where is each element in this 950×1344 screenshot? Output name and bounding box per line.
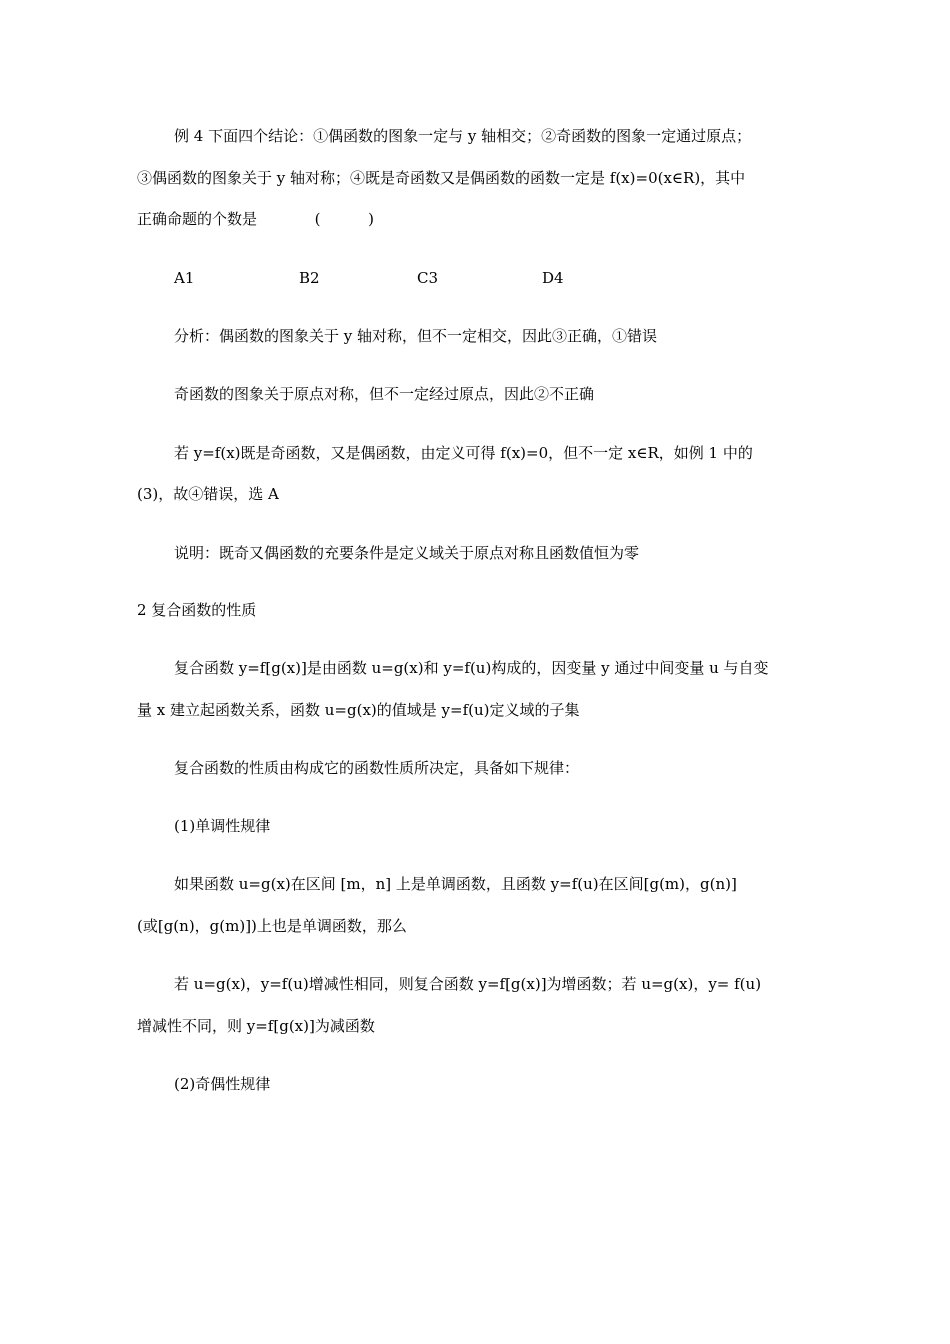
analysis-p3-line2: (3)，故④错误，选 A bbox=[137, 485, 279, 503]
analysis-note: 说明：既奇又偶函数的充要条件是定义域关于原点对称且函数值恒为零 bbox=[174, 544, 640, 562]
subheading-monotonicity: (1)单调性规律 bbox=[174, 817, 271, 835]
option-a: A1 bbox=[174, 269, 195, 287]
section2-p2: 复合函数的性质由构成它的函数性质所决定，具备如下规律： bbox=[174, 759, 580, 777]
section2-p1-line1: 复合函数 y=f[g(x)]是由函数 u=g(x)和 y=f(u)构成的，因变量 y 通过中间变量 u 与自变 bbox=[174, 659, 769, 677]
section2-p4-line2: 增减性不同，则 y=f[g(x)]为减函数 bbox=[137, 1017, 375, 1035]
example4-line2: ③偶函数的图象关于 y 轴对称；④既是奇函数又是偶函数的函数一定是 f(x)=0(x∈R)，其中 bbox=[137, 169, 746, 187]
analysis-p1: 分析：偶函数的图象关于 y 轴对称，但不一定相交，因此③正确，①错误 bbox=[174, 327, 658, 345]
section2-heading: 2 复合函数的性质 bbox=[137, 601, 257, 619]
example4-question: 正确命题的个数是 bbox=[137, 210, 258, 228]
section2-p3-line1: 如果函数 u=g(x)在区间 [m，n] 上是单调函数，且函数 y=f(u)在区间[g(m)，g(n)] bbox=[174, 875, 737, 893]
example4-line3 bbox=[137, 209, 374, 229]
analysis-p2: 奇函数的图象关于原点对称，但不一定经过原点，因此②不正确 bbox=[174, 385, 595, 403]
subheading-parity: (2)奇偶性规律 bbox=[174, 1075, 271, 1093]
section2-p4-line1: 若 u=g(x)，y=f(u)增减性相同，则复合函数 y=f[g(x)]为增函数；若 u=g(x)，y= f(u) bbox=[174, 975, 762, 993]
section2-p3-line2: (或[g(n)，g(m)])上也是单调函数，那么 bbox=[137, 917, 407, 935]
example4-line1: 例 4 下面四个结论：①偶函数的图象一定与 y 轴相交；②奇函数的图象一定通过原点； bbox=[174, 127, 752, 145]
option-b: B2 bbox=[299, 269, 320, 287]
analysis-p3-line1: 若 y=f(x)既是奇函数，又是偶函数，由定义可得 f(x)=0，但不一定 x∈R，如例 1 中的 bbox=[174, 444, 753, 462]
option-c: C3 bbox=[417, 269, 439, 287]
answer-paren: ( ) bbox=[314, 210, 374, 228]
option-d: D4 bbox=[542, 269, 564, 287]
section2-p1-line2: 量 x 建立起函数关系，函数 u=g(x)的值域是 y=f(u)定义域的子集 bbox=[137, 701, 580, 719]
